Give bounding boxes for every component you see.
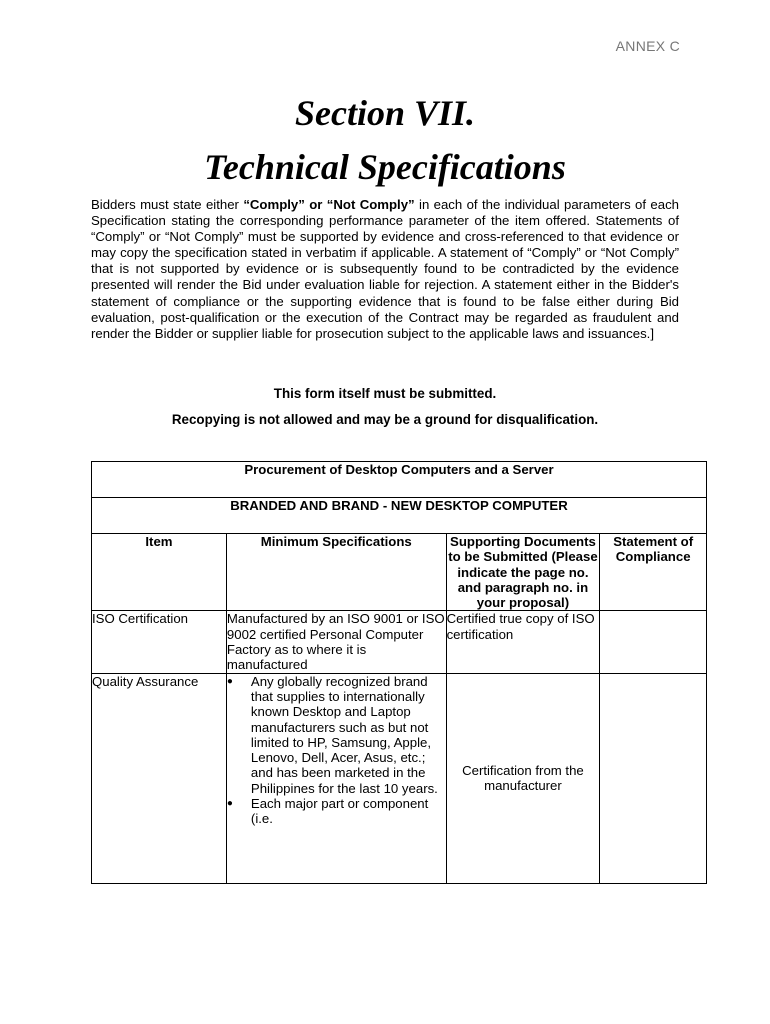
cell-item: ISO Certification — [92, 611, 227, 673]
intro-text-start: Bidders must state either — [91, 197, 244, 212]
header-item: Item — [92, 534, 227, 611]
annex-label: ANNEX C — [615, 38, 680, 54]
table-row — [92, 611, 707, 673]
list-item: ● Each major part or component (i.e. — [251, 796, 446, 827]
section-subtitle: Technical Specifications — [204, 147, 566, 187]
section-title: Section VII. — [294, 93, 476, 133]
table-subtitle-row — [92, 498, 707, 534]
specification-table — [91, 461, 707, 884]
table-subtitle: BRANDED AND BRAND - NEW DESKTOP COMPUTER — [92, 498, 707, 534]
table-row — [92, 673, 707, 883]
header-statement-of-compliance: Statement of Compliance — [600, 534, 707, 611]
cell-spec: Manufactured by an ISO 9001 or ISO 9002 certified Personal Computer Factory as to where it is manufactured — [226, 611, 445, 673]
cell-docs: Certification from the manufacturer — [446, 673, 600, 883]
table-title-row — [92, 462, 707, 498]
submission-notice: This form itself must be submitted. — [273, 386, 497, 401]
cell-compliance — [600, 673, 707, 883]
spec-bullet-list — [227, 674, 446, 827]
intro-bold-phrase: “Comply” or “Not Comply” — [243, 197, 415, 212]
cell-compliance — [600, 611, 707, 673]
cell-spec — [226, 673, 446, 883]
column-header-row — [92, 534, 707, 611]
list-item: ● Any globally recognized brand that supplies to internationally known Desktop and Laptop manufacturers such as but not limited to HP, Samsung, Apple, Lenovo, Dell, Acer, Asus, etc.; and has been marketed in the Philippines for the last 10 years. — [251, 674, 446, 796]
intro-paragraph — [91, 197, 679, 342]
table-title: Procurement of Desktop Computers and a Server — [92, 462, 707, 498]
cell-docs: Certified true copy of ISO certification — [446, 611, 600, 673]
header-minimum-specifications: Minimum Specifications — [226, 534, 446, 611]
header-supporting-documents: Supporting Documents to be Submitted (Please indicate the page no. and paragraph no. in your proposal) — [446, 534, 600, 611]
cell-item: Quality Assurance — [92, 673, 227, 883]
recopying-notice: Recopying is not allowed and may be a ground for disqualification. — [171, 412, 599, 427]
intro-text-rest: in each of the individual parameters of each Specification stating the corresponding performance parameter of the item offered. Statements of “Comply” or “Not Comply” must be supported by evidence and cross-referenced to that evidence or may copy the specification stated in verbatim if applicable. A statement of “Comply” or “Not Comply” that is not supported by evidence or is subsequently found to be contradicted by the evidence presented will render the Bid under evaluation liable for rejection. A statement either in the Bidder's statement of compliance or the supporting evidence that is found to be false either during Bid evaluation, post-qualification or the execution of the Contract may be regarded as fraudulent and render the Bidder or supplier liable for prosecution subject to the applicable laws and issuances.] — [91, 197, 680, 341]
